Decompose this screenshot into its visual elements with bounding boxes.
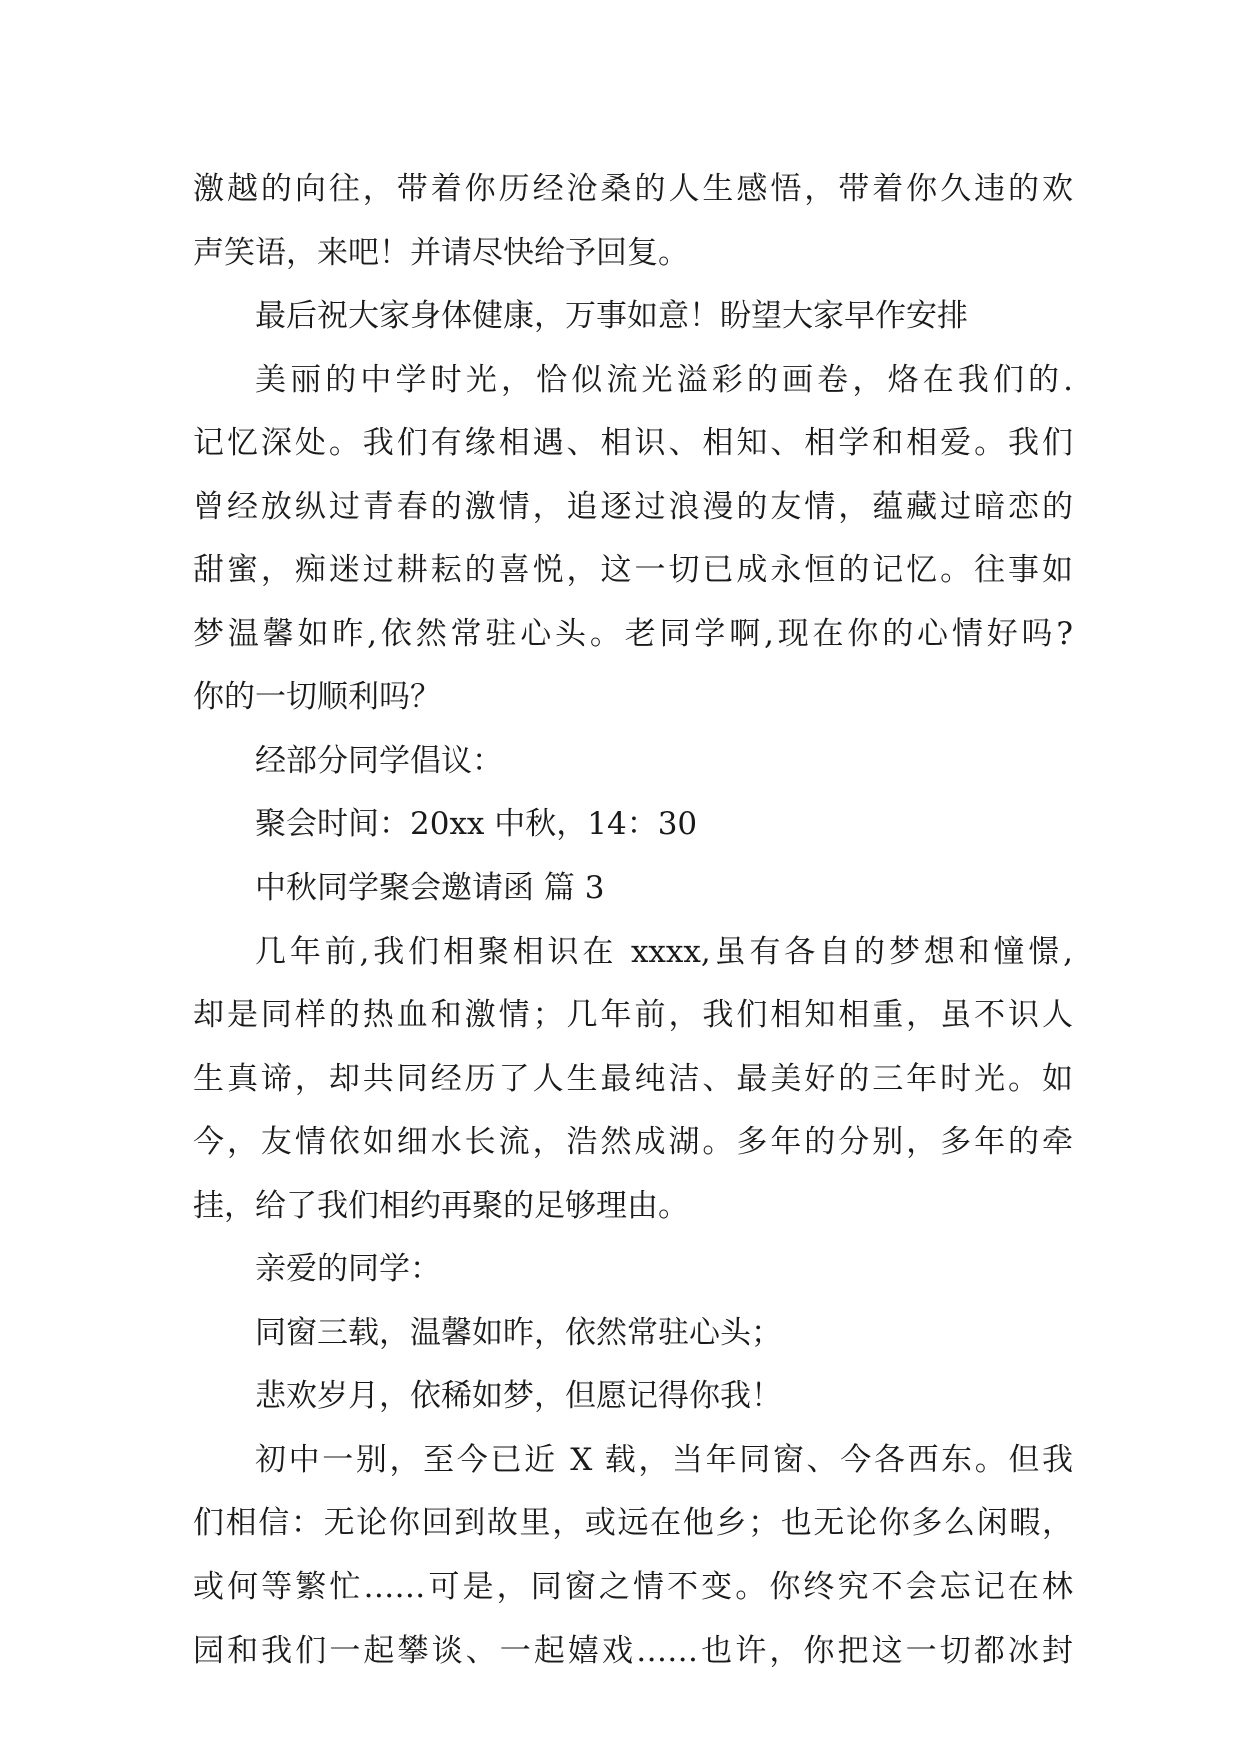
document-body bbox=[193, 158, 1073, 1683]
text-line: 你的一切顺利吗？ bbox=[193, 679, 441, 716]
text-line: 初中一别，至今已近 X 载，当年同窗、今各西东。但我 bbox=[255, 1441, 1073, 1478]
text-line: 甜蜜，痴迷过耕耘的喜悦，这一切已成永恒的记忆。往事如 bbox=[193, 552, 1073, 589]
text-line: 激越的向往，带着你历经沧桑的人生感悟，带着你久违的欢 bbox=[193, 171, 1073, 207]
text-line: 声笑语，来吧！并请尽快给予回复。 bbox=[193, 234, 689, 271]
text-line: 挂，给了我们相约再聚的足够理由。 bbox=[193, 1187, 689, 1224]
text-line: 曾经放纵过青春的激情，追逐过浪漫的友情，蕴藏过暗恋的 bbox=[193, 488, 1073, 525]
text-line: 美丽的中学时光，恰似流光溢彩的画卷，烙在我们的. bbox=[255, 361, 1073, 398]
text-line: 生真谛，却共同经历了人生最纯洁、最美好的三年时光。如 bbox=[193, 1060, 1073, 1097]
section-heading: 中秋同学聚会邀请函 篇 3 bbox=[255, 870, 605, 907]
text-line: 经部分同学倡议： bbox=[255, 742, 503, 779]
text-line: 却是同样的热血和激情；几年前，我们相知相重，虽不识人 bbox=[193, 997, 1073, 1034]
text-line: 亲爱的同学： bbox=[255, 1251, 441, 1288]
text-line: 记忆深处。我们有缘相遇、相识、相知、相学和相爱。我们 bbox=[193, 425, 1073, 462]
text-line: 或何等繁忙……可是，同窗之情不变。你终究不会忘记在林 bbox=[193, 1569, 1073, 1606]
text-line: 最后祝大家身体健康，万事如意！盼望大家早作安排 bbox=[255, 298, 968, 335]
text-line: 们相信：无论你回到故里，或远在他乡；也无论你多么闲暇， bbox=[193, 1505, 1073, 1542]
text-line: 聚会时间：20xx 中秋，14：30 bbox=[255, 806, 698, 843]
text-line: 园和我们一起攀谈、一起嬉戏……也许，你把这一切都冰封 bbox=[193, 1632, 1073, 1669]
text-line: 同窗三载，温馨如昨，依然常驻心头； bbox=[255, 1314, 782, 1351]
text-line: 梦温馨如昨,依然常驻心头。老同学啊,现在你的心情好吗? bbox=[193, 615, 1073, 652]
text-line: 今，友情依如细水长流，浩然成湖。多年的分别，多年的牵 bbox=[193, 1124, 1073, 1161]
text-line: 几年前,我们相聚相识在 xxxx,虽有各自的梦想和憧憬, bbox=[255, 933, 1073, 970]
text-line: 悲欢岁月，依稀如梦，但愿记得你我！ bbox=[255, 1378, 782, 1415]
